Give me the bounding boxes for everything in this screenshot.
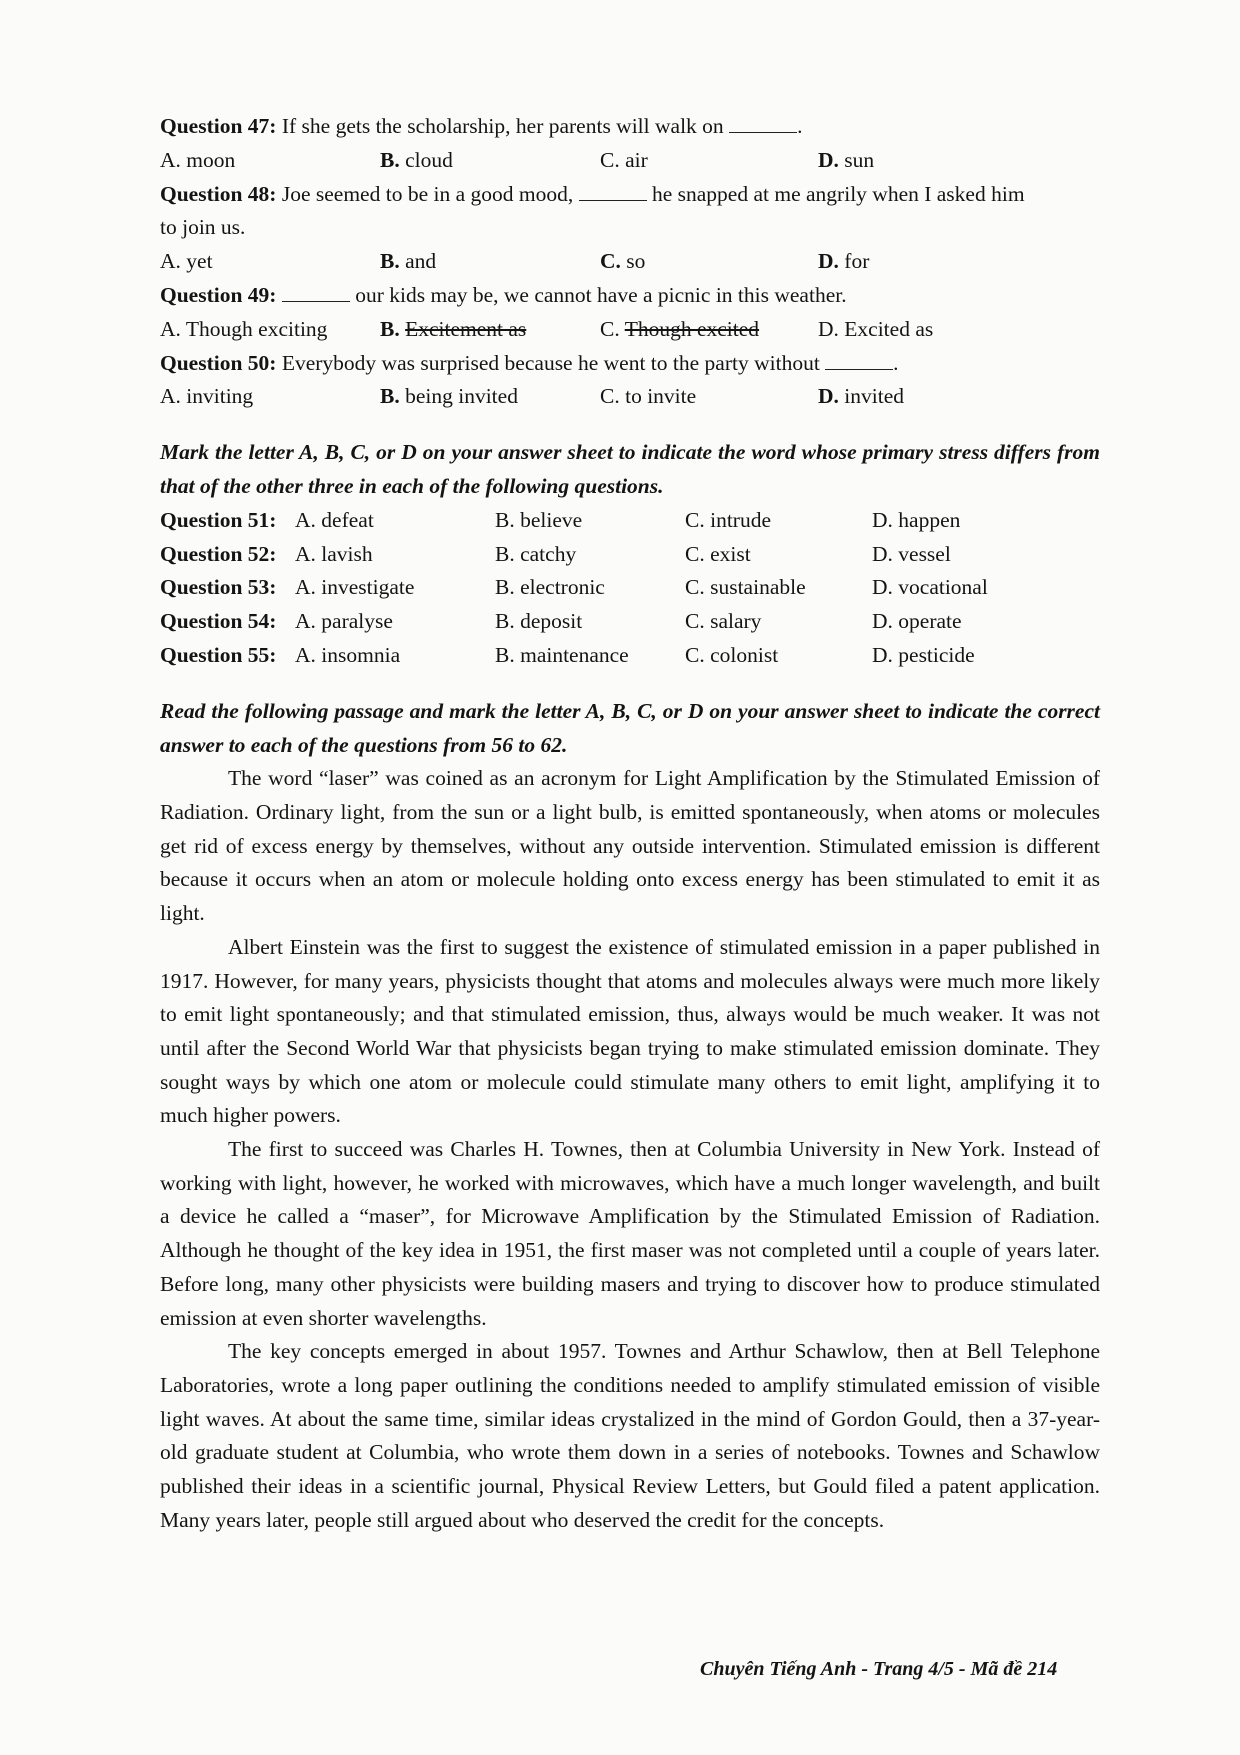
question-52: Question 52: A. lavish B. catchy C. exist D. vessel	[160, 541, 951, 566]
option-d: D. for	[818, 249, 870, 274]
option-c: C. air	[600, 147, 648, 172]
question-stem: Joe seemed to be in a good mood,	[281, 181, 574, 206]
passage-paragraph: Albert Einstein was the first to suggest the existence of stimulated emission in a paper published in 1917. However, for many years, physicists thought that atoms and molecules always were much more likely to emit light spontaneously; and that stimulated emission, thus, always would be much weaker. It was not until after the Second World War that physicists began trying to make stimulated emission dominate. They sought ways by which one atom or molecule could stimulate many others to emit light, amplifying it to much higher powers.	[160, 934, 1100, 1128]
question-stem: Everybody was surprised because he went to the party without	[281, 350, 820, 375]
option-d: D. sun	[818, 147, 875, 172]
question-stem-end: .	[893, 350, 899, 375]
option-b: B. Excitement as	[380, 316, 527, 341]
answer-blank	[825, 349, 893, 370]
question-stem: If she gets the scholarship, her parents will walk on	[281, 114, 724, 138]
spacer	[160, 673, 1100, 695]
question-50	[160, 347, 1100, 381]
option-c: C. to invite	[600, 384, 697, 409]
question-55: Question 55: A. insomnia B. maintenance C. colonist D. pesticide	[160, 642, 975, 667]
answer-blank	[282, 281, 350, 302]
question-49-options	[160, 313, 1100, 347]
reading-instruction: Read the following passage and mark the letter A, B, C, or D on your answer sheet to indicate the correct answer to each of the questions from 56 to 62.	[160, 698, 1100, 757]
option-d: D. invited	[818, 384, 904, 409]
option-b: B. cloud	[380, 147, 453, 172]
option-a: A. inviting	[160, 384, 254, 409]
option-c: C. Though excited	[600, 316, 760, 341]
question-48-options	[160, 245, 1100, 279]
question-48-continued: to join us.	[160, 215, 246, 240]
question-49	[160, 279, 1100, 313]
question-label: Question 50:	[160, 350, 277, 375]
option-d: D. Excited as	[818, 316, 934, 341]
question-stem: our kids may be, we cannot have a picnic in this weather.	[355, 282, 847, 307]
question-48	[160, 178, 1100, 212]
question-label: Question 47:	[160, 114, 277, 138]
question-stem-end: he snapped at me angrily when I asked him	[651, 181, 1025, 206]
option-b: B. and	[380, 249, 437, 274]
passage-paragraph: The first to succeed was Charles H. Townes, then at Columbia University in New York. Instead of working with light, however, he worked with microwaves, which have a much longer wavelength, and built a device he called a “maser”, for Microwave Amplification by the Stimulated Emission of Radiation. Although he thought of the key idea in 1951, the first maser was not completed until a couple of years later. Before long, many other physicists were building masers and trying to discover how to produce stimulated emission at even shorter wavelengths.	[160, 1137, 1100, 1330]
question-label: Question 48:	[160, 181, 277, 206]
option-a: A. Though exciting	[160, 316, 328, 341]
question-stem-end: .	[797, 114, 803, 138]
spacer	[160, 414, 1100, 436]
question-53: Question 53: A. investigate B. electronic C. sustainable D. vocational	[160, 575, 988, 600]
option-a: A. moon	[160, 147, 236, 172]
question-label: Question 49:	[160, 282, 277, 307]
exam-page	[160, 110, 1100, 1538]
passage-paragraph: The key concepts emerged in about 1957. Townes and Arthur Schawlow, then at Bell Telephone Laboratories, wrote a long paper outlining the conditions needed to amplify stimulated emission of visible light waves. At about the same time, similar ideas crystalized in the mind of Gordon Gould, then a 37-year-old graduate student at Columbia, who wrote them down in a series of notebooks. Townes and Schawlow published their ideas in a scientific journal, Physical Review Letters, but Gould filed a patent application. Many years later, people still argued about who deserved the credit for the concepts.	[160, 1339, 1100, 1532]
question-51: Question 51: A. defeat B. believe C. intrude D. happen	[160, 507, 961, 532]
stress-instruction: Mark the letter A, B, C, or D on your answer sheet to indicate the word whose primary stress differs from that of the other three in each of the following questions.	[160, 440, 1100, 498]
question-47	[160, 110, 1100, 144]
question-54: Question 54: A. paralyse B. deposit C. salary D. operate	[160, 609, 962, 634]
option-c: C. so	[600, 249, 646, 274]
answer-blank	[729, 112, 797, 133]
answer-blank	[579, 180, 647, 201]
option-a: A. yet	[160, 249, 213, 274]
question-50-options	[160, 380, 1100, 414]
reading-passage	[160, 762, 1100, 1537]
question-47-options	[160, 144, 1100, 178]
option-b: B. being invited	[380, 384, 518, 409]
page-footer: Chuyên Tiếng Anh - Trang 4/5 - Mã đề 214	[700, 1658, 1058, 1680]
passage-paragraph: The word “laser” was coined as an acronym for Light Amplification by the Stimulated Emission of Radiation. Ordinary light, from the sun or a light bulb, is emitted spontaneously, when atoms or molecules get rid of excess energy by themselves, without any outside intervention. Stimulated emission is different because it occurs when an atom or molecule holding onto excess energy has been stimulated to emit it as light.	[160, 766, 1100, 926]
